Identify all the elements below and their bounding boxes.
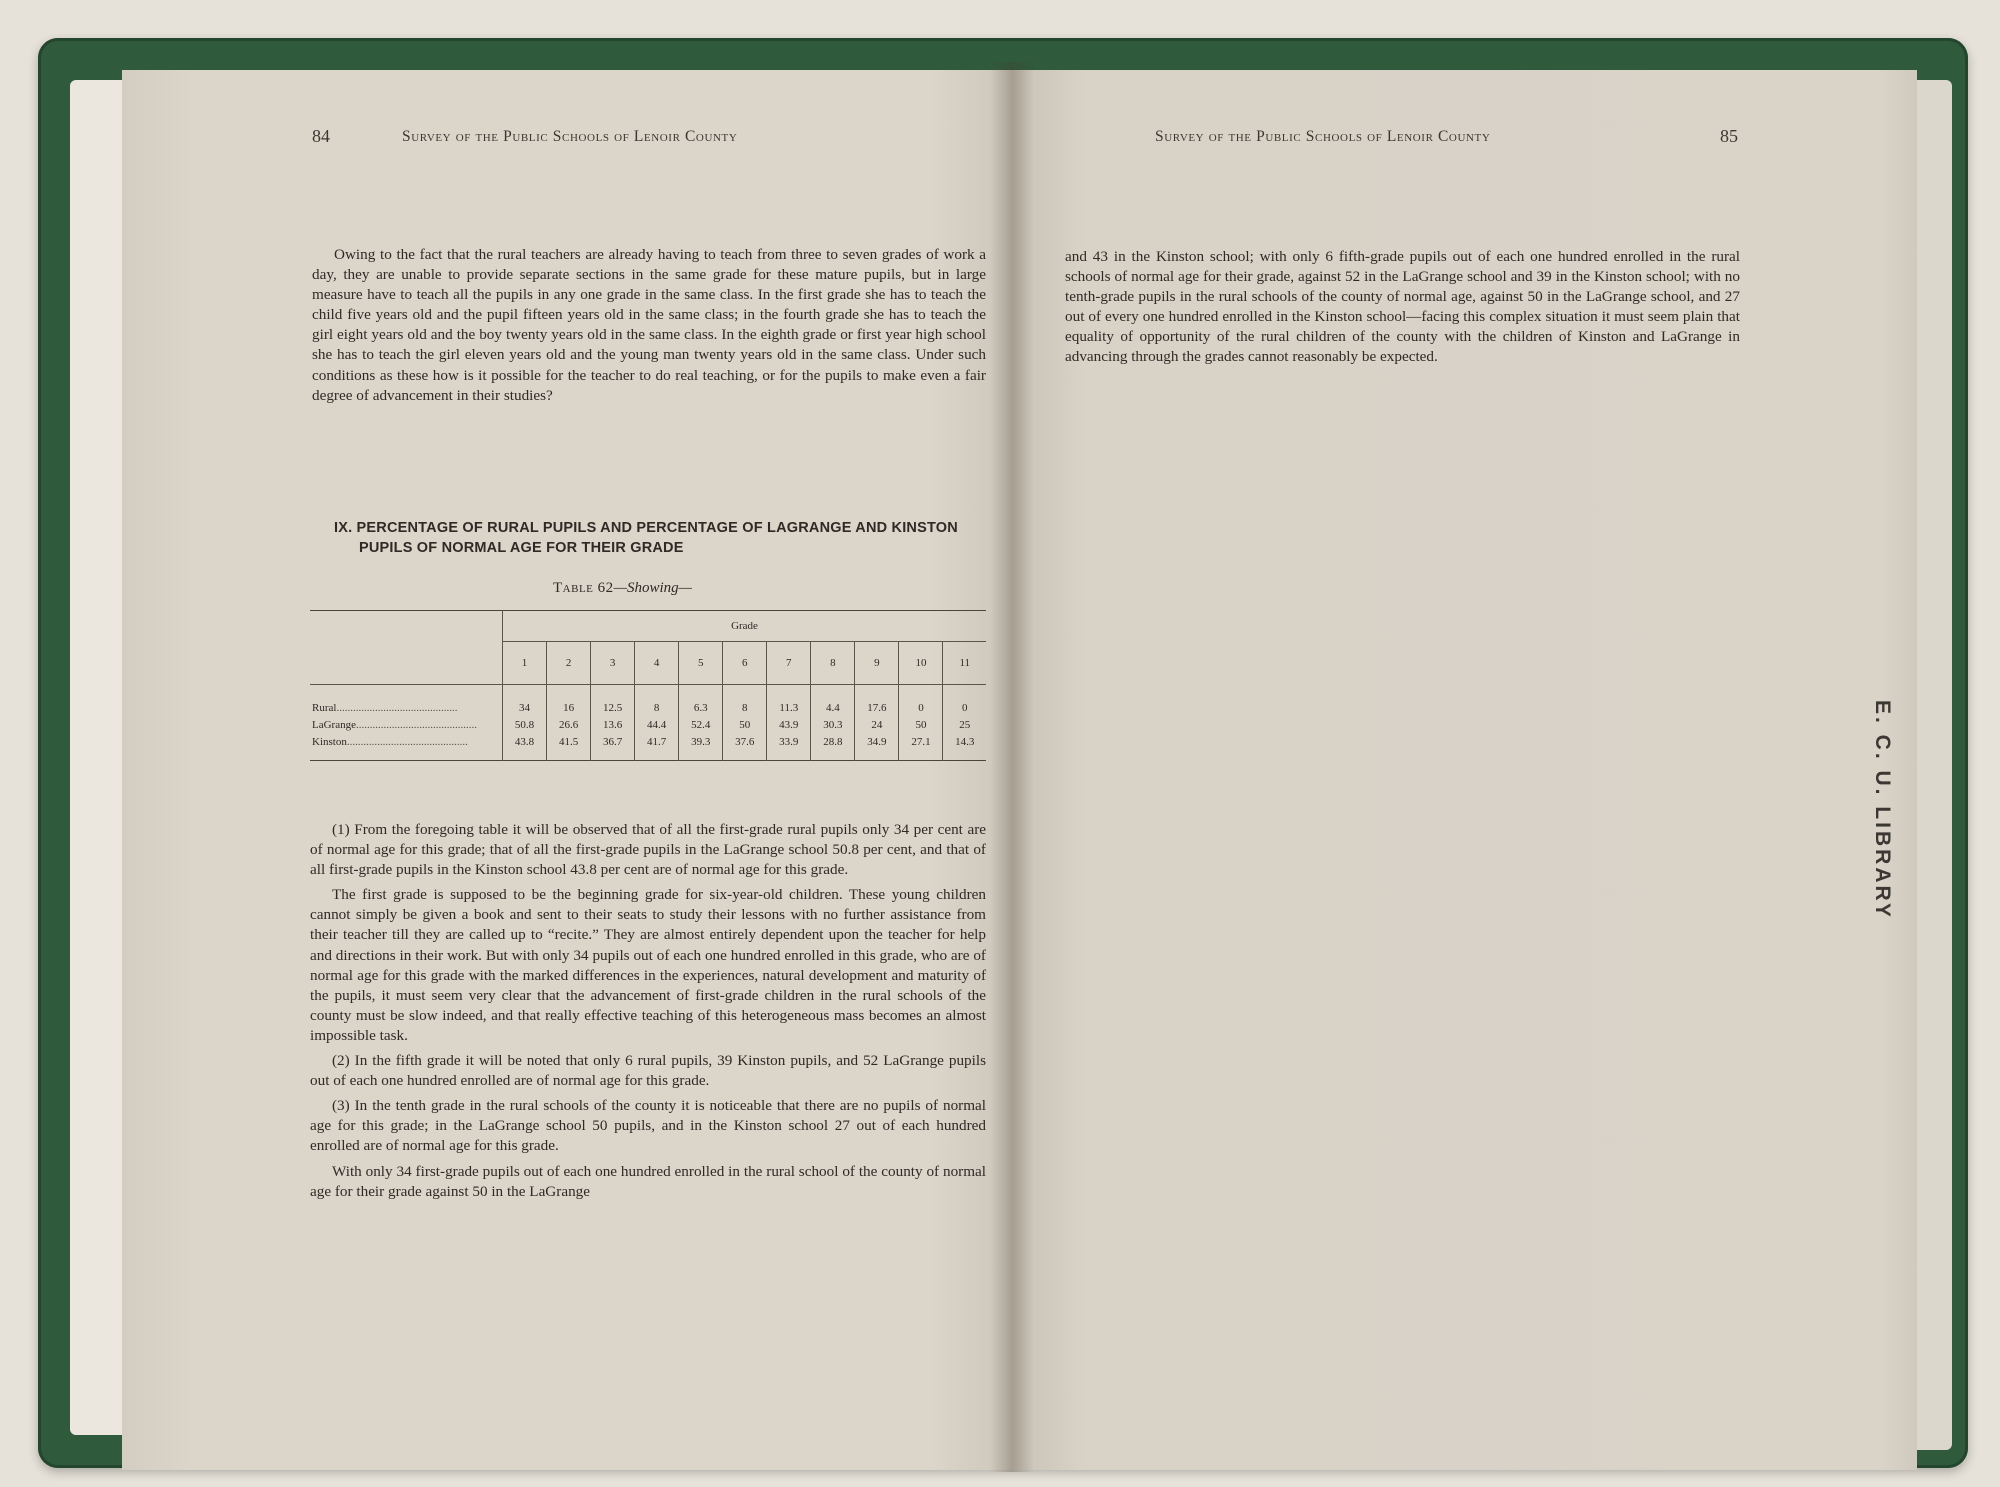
- table-row: [310, 685, 986, 717]
- cell-kinston-grade-7: 33.9: [767, 733, 811, 761]
- right-text-block: [1065, 247, 1740, 368]
- left-intro-block: [312, 245, 986, 406]
- book-gutter: [990, 62, 1034, 1472]
- normal-age-table: [310, 610, 986, 761]
- grade-number-7: 7: [767, 642, 811, 685]
- row-label-wrap: [312, 702, 502, 714]
- cell-kinston-grade-2: 41.5: [547, 733, 591, 761]
- right-page-number: 85: [1720, 126, 1738, 146]
- cell-kinston-grade-5: 39.3: [679, 733, 723, 761]
- row-label-kinston: Kinston: [312, 735, 347, 748]
- grade-number-3: 3: [591, 642, 635, 685]
- table-caption-number: Table 62: [553, 580, 614, 596]
- left-running-head: Survey of the Public Schools of Lenoir County: [402, 128, 738, 145]
- cell-lagrange-grade-4: 44.4: [635, 716, 679, 733]
- cell-lagrange-grade-1: 50.8: [503, 716, 547, 733]
- cell-lagrange-grade-3: 13.6: [591, 716, 635, 733]
- cell-lagrange-grade-10: 50: [899, 716, 943, 733]
- cell-rural-grade-8: 4.4: [811, 685, 855, 717]
- paragraph-conclusion-start: With only 34 first-grade pupils out of each one hundred enrolled in the rural school of the county of normal age for their grade against 50 in the LaGrange: [310, 1162, 986, 1200]
- paragraph-observation-3: (3) In the tenth grade in the rural schools of the county it is noticeable that there are no pupils of normal age for this grade; in the LaGrange school 50 pupils, and in the Kinston school 27 out of each hundred enrolled are of normal age for this grade.: [310, 1097, 986, 1155]
- grade-number-6: 6: [723, 642, 767, 685]
- row-label-wrap: [312, 719, 502, 731]
- row-label-cell: [310, 716, 503, 733]
- cell-rural-grade-2: 16: [547, 685, 591, 717]
- left-body-block: [310, 820, 986, 1202]
- table-caption-showing: —Showing—: [613, 580, 692, 596]
- library-stamp: E. C. U. LIBRARY: [1871, 700, 1894, 920]
- row-label-lagrange: LaGrange: [312, 718, 356, 731]
- grade-number-8: 8: [811, 642, 855, 685]
- cell-lagrange-grade-2: 26.6: [547, 716, 591, 733]
- grade-number-1: 1: [503, 642, 547, 685]
- grade-number-5: 5: [679, 642, 723, 685]
- cell-rural-grade-7: 11.3: [767, 685, 811, 717]
- cell-lagrange-grade-6: 50: [723, 716, 767, 733]
- grade-header: Grade: [503, 611, 987, 642]
- row-label-rural: Rural: [312, 701, 337, 714]
- cell-kinston-grade-1: 43.8: [503, 733, 547, 761]
- grade-number-2: 2: [547, 642, 591, 685]
- grade-number-4: 4: [635, 642, 679, 685]
- cell-kinston-grade-4: 41.7: [635, 733, 679, 761]
- row-label-cell: [310, 685, 503, 717]
- leader-dots: [356, 719, 477, 731]
- grade-number-10: 10: [899, 642, 943, 685]
- table-row: [310, 716, 986, 733]
- cell-kinston-grade-8: 28.8: [811, 733, 855, 761]
- grade-number-11: 11: [943, 642, 986, 685]
- grade-number-9: 9: [855, 642, 899, 685]
- cell-rural-grade-9: 17.6: [855, 685, 899, 717]
- row-label-cell: [310, 733, 503, 761]
- cell-lagrange-grade-5: 52.4: [679, 716, 723, 733]
- table-stub-header: [310, 611, 503, 685]
- intro-paragraph: Owing to the fact that the rural teachers are already having to teach from three to seven grades of work a day, they are unable to provide separate sections in the same grade for these mature pupils, but in large measure have to teach all the pupils in any one grade in the same class. In the first grade she has to teach the child five years old and the pupil fifteen years old in the same class; in the fourth grade she has to teach the girl eight years old and the boy twenty years old in the same class. In the eighth grade or first year high school she has to teach the girl eleven years old and the young man twenty years old in the same class. Under such conditions as these how is it possible for the teacher to do real teaching, or for the pupils to make even a fair degree of advancement in their studies?: [312, 246, 986, 404]
- cell-lagrange-grade-7: 43.9: [767, 716, 811, 733]
- cell-kinston-grade-6: 37.6: [723, 733, 767, 761]
- page-edges-left: [70, 80, 130, 1435]
- left-page-number: 84: [312, 126, 330, 146]
- row-label-wrap: [312, 736, 502, 748]
- cell-rural-grade-5: 6.3: [679, 685, 723, 717]
- section-title: IX. PERCENTAGE OF RURAL PUPILS AND PERCENTAGE OF LAGRANGE AND KINSTON PUPILS OF NORMAL AGE FOR THEIR GRADE: [334, 520, 958, 556]
- cell-rural-grade-10: 0: [899, 685, 943, 717]
- paragraph-observation-2: (2) In the fifth grade it will be noted that only 6 rural pupils, 39 Kinston pupils, and 52 LaGrange pupils out of each one hundred enrolled are of normal age for this grade.: [310, 1052, 986, 1090]
- paragraph-first-grade: The first grade is supposed to be the beginning grade for six-year-old children. These young children cannot simply be given a book and sent to their seats to study their lessons with no further assistance from their teacher till they are called up to “recite.” They are almost entirely dependent upon the teacher for help and directions in their work. But with only 34 pupils out of each one hundred enrolled in this grade, who are of normal age for this grade with the marked differences in the experiences, natural development and maturity of the pupils, it must seem very clear that the advancement of first-grade children in the rural schools of the county must be slow indeed, and that really effective teaching of this heterogeneous mass becomes an almost impossible task.: [310, 886, 986, 1044]
- paragraph-observation-1: (1) From the foregoing table it will be observed that of all the first-grade rural pupils only 34 per cent are of normal age for this grade; that of all the first-grade pupils in the LaGrange school 50.8 per cent, and that of all first-grade pupils in the Kinston school 43.8 per cent are of normal age for this grade.: [310, 821, 986, 879]
- cell-lagrange-grade-11: 25: [943, 716, 986, 733]
- cell-kinston-grade-3: 36.7: [591, 733, 635, 761]
- cell-kinston-grade-9: 34.9: [855, 733, 899, 761]
- cell-rural-grade-3: 12.5: [591, 685, 635, 717]
- leader-dots: [347, 736, 468, 748]
- cell-kinston-grade-10: 27.1: [899, 733, 943, 761]
- table-row: [310, 733, 986, 761]
- cell-lagrange-grade-9: 24: [855, 716, 899, 733]
- cell-rural-grade-1: 34: [503, 685, 547, 717]
- right-paragraph: and 43 in the Kinston school; with only 6 fifth-grade pupils out of each one hundred enrolled in the rural schools of normal age for their grade, against 52 in the LaGrange school and 39 in the Kinston school; with no tenth-grade pupils in the rural schools of the county of normal age, against 50 in the LaGrange school, and 27 out of every one hundred enrolled in the Kinston school—facing this complex situation it must seem plain that equality of opportunity of the rural children of the county with the children of Kinston and LaGrange in advancing through the grades cannot reasonably be expected.: [1065, 248, 1740, 366]
- cell-kinston-grade-11: 14.3: [943, 733, 986, 761]
- cell-rural-grade-6: 8: [723, 685, 767, 717]
- table-caption: [553, 580, 692, 597]
- cell-rural-grade-11: 0: [943, 685, 986, 717]
- table-body: [310, 685, 986, 761]
- leader-dots: [336, 702, 457, 714]
- cell-rural-grade-4: 8: [635, 685, 679, 717]
- cell-lagrange-grade-8: 30.3: [811, 716, 855, 733]
- right-running-head: Survey of the Public Schools of Lenoir County: [1155, 128, 1491, 145]
